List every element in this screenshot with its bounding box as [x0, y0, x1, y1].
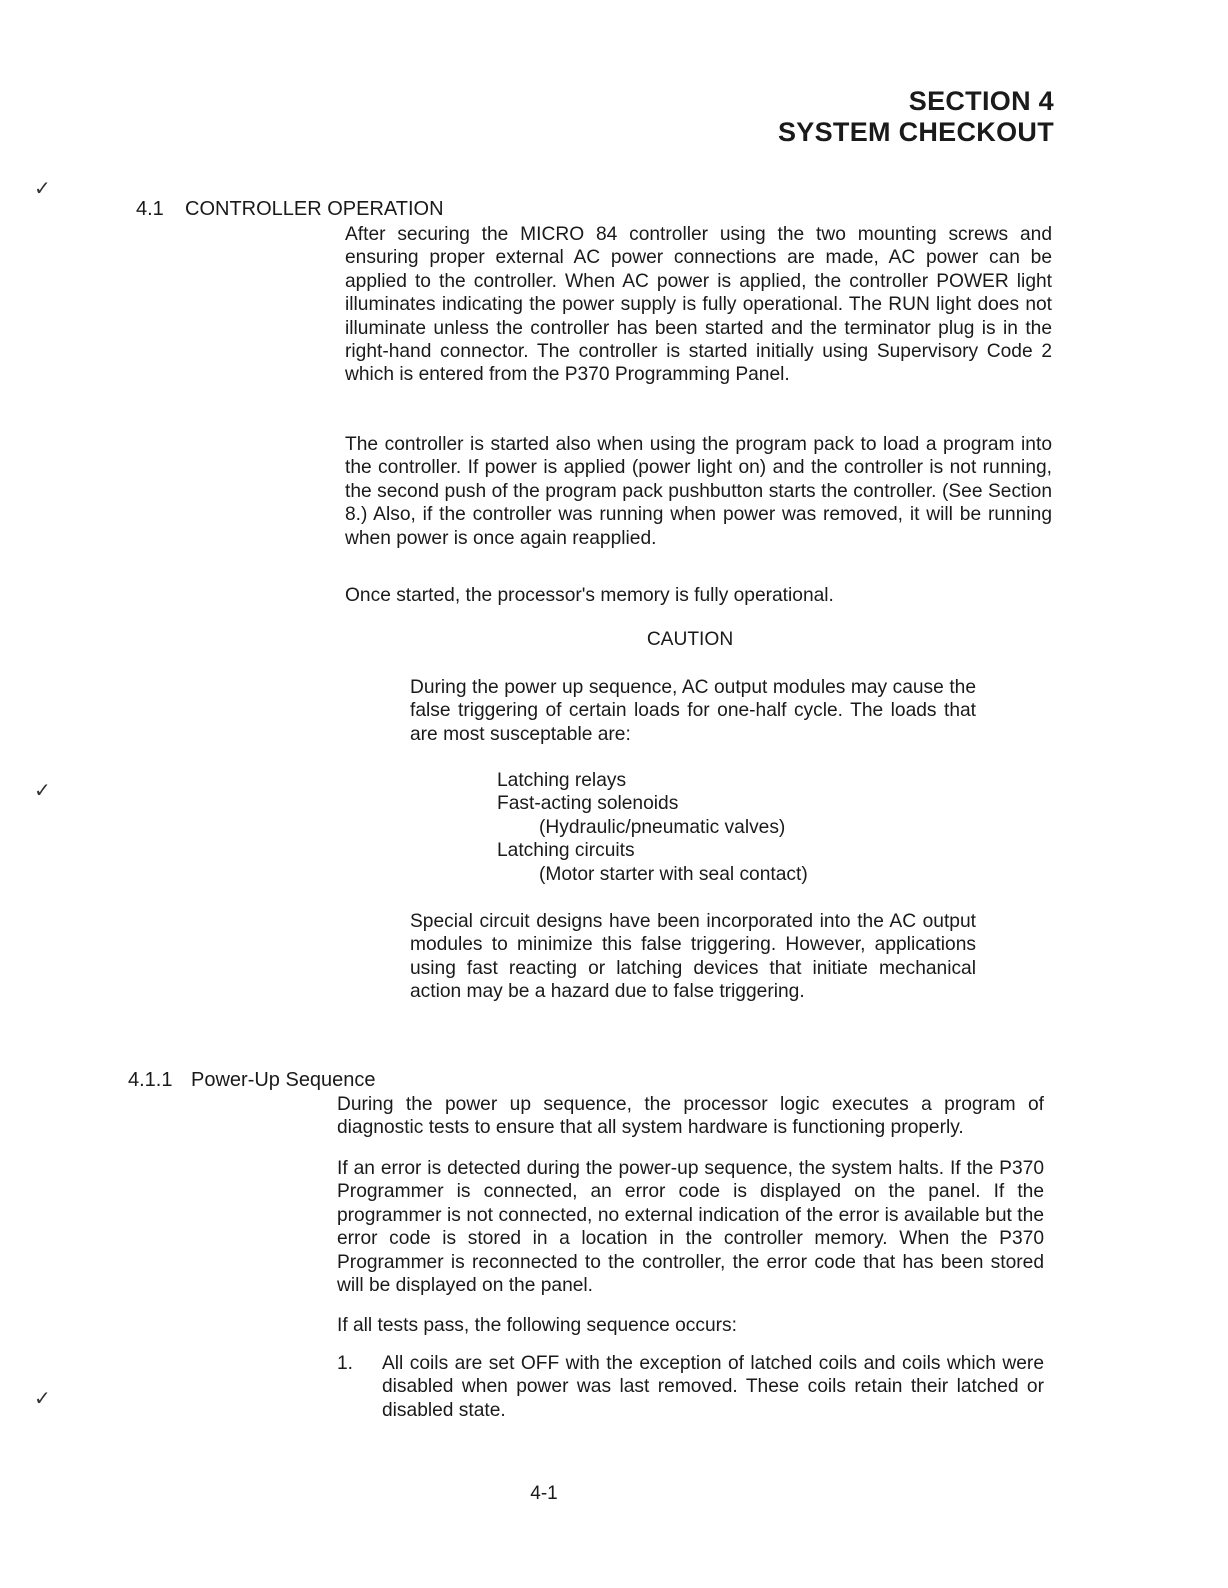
page-number: 4-1 [530, 1483, 558, 1504]
step-number: 1. [337, 1353, 354, 1374]
controller-operation-paragraph-1 [345, 223, 1052, 387]
heading-4-1 [136, 197, 444, 221]
step-text: All coils are set OFF with the exception of latched coils and coils which were disabled when power was last removed. These coils retain their latched or disabled state. [382, 1353, 1044, 1421]
paragraph-text: During the power up sequence, AC output modules may cause the false triggering of certain loads for one-half cycle. The loads that are most susceptable are: [410, 677, 976, 745]
list-item: (Hydraulic/pneumatic valves) [539, 816, 786, 838]
paragraph-text: During the power up sequence, the processor logic executes a program of diagnostic tests to ensure that all system hardware is functioning properly. [337, 1094, 1044, 1139]
power-up-paragraph-1 [337, 1093, 1044, 1140]
power-up-step-1 [337, 1352, 1044, 1422]
controller-operation-paragraph-2 [345, 433, 1052, 550]
heading-number: 4.1 [136, 198, 164, 220]
power-up-paragraph-2 [337, 1157, 1044, 1297]
paragraph-text: Special circuit designs have been incorporated into the AC output modules to minimize this false triggering. However, applications using fast reacting or latching devices that initiate mechanical action may be a hazard due to false triggering. [410, 911, 976, 1003]
margin-check-mark: ✓ [34, 1388, 51, 1410]
heading-title: Power-Up Sequence [191, 1069, 376, 1091]
paragraph-text: Once started, the processor's memory is fully operational. [345, 585, 834, 606]
section-number: SECTION 4 [908, 86, 1054, 116]
paragraph-text: The controller is started also when using the program pack to load a program into the controller. If power is applied (power light on) and the controller is not running, the second push of the program pack pushbutton starts the controller. (See Section 8.) Also, if the controller was running when power was removed, it will be running when power is once again reapplied. [345, 434, 1052, 549]
heading-number: 4.1.1 [128, 1069, 173, 1091]
section-title: SYSTEM CHECKOUT [777, 117, 1054, 147]
margin-check-mark: ✓ [34, 780, 51, 802]
power-up-paragraph-3 [337, 1314, 1044, 1337]
paragraph-text: If all tests pass, the following sequence occurs: [337, 1315, 737, 1336]
paragraph-text: After securing the MICRO 84 controller using the two mounting screws and ensuring proper external AC power connections are made, AC power can be applied to the controller. When AC power is applied, the controller POWER light illuminates indicating the power supply is fully operational. The RUN light does not illuminate unless the controller has been started and the terminator plug is in the right-hand connector. The controller is started initially using Supervisory Code 2 which is entered from the P370 Programming Panel. [345, 224, 1052, 386]
controller-operation-paragraph-3 [345, 584, 1052, 607]
list-item: (Motor starter with seal contact) [539, 863, 808, 885]
list-item: Fast-acting solenoids [497, 793, 679, 815]
caution-paragraph-2 [410, 910, 976, 1004]
heading-title: CONTROLLER OPERATION [185, 198, 444, 220]
margin-check-mark: ✓ [34, 178, 51, 200]
heading-4-1-1 [128, 1068, 376, 1092]
list-item: Latching relays [497, 770, 627, 791]
list-item: Latching circuits [497, 840, 635, 862]
caution-paragraph-1 [410, 676, 976, 746]
caution-title: CAUTION [646, 629, 734, 650]
section-header [778, 86, 1054, 148]
paragraph-text: If an error is detected during the power-up sequence, the system halts. If the P370 Programmer is connected, an error code is displayed on the panel. If the programmer is not connected, no external indication of the error is available but the error code is stored in a location in the controller memory. When the P370 Programmer is reconnected to the controller, the error code that has been stored will be displayed on the panel. [337, 1158, 1044, 1297]
susceptible-loads-list [497, 769, 808, 886]
